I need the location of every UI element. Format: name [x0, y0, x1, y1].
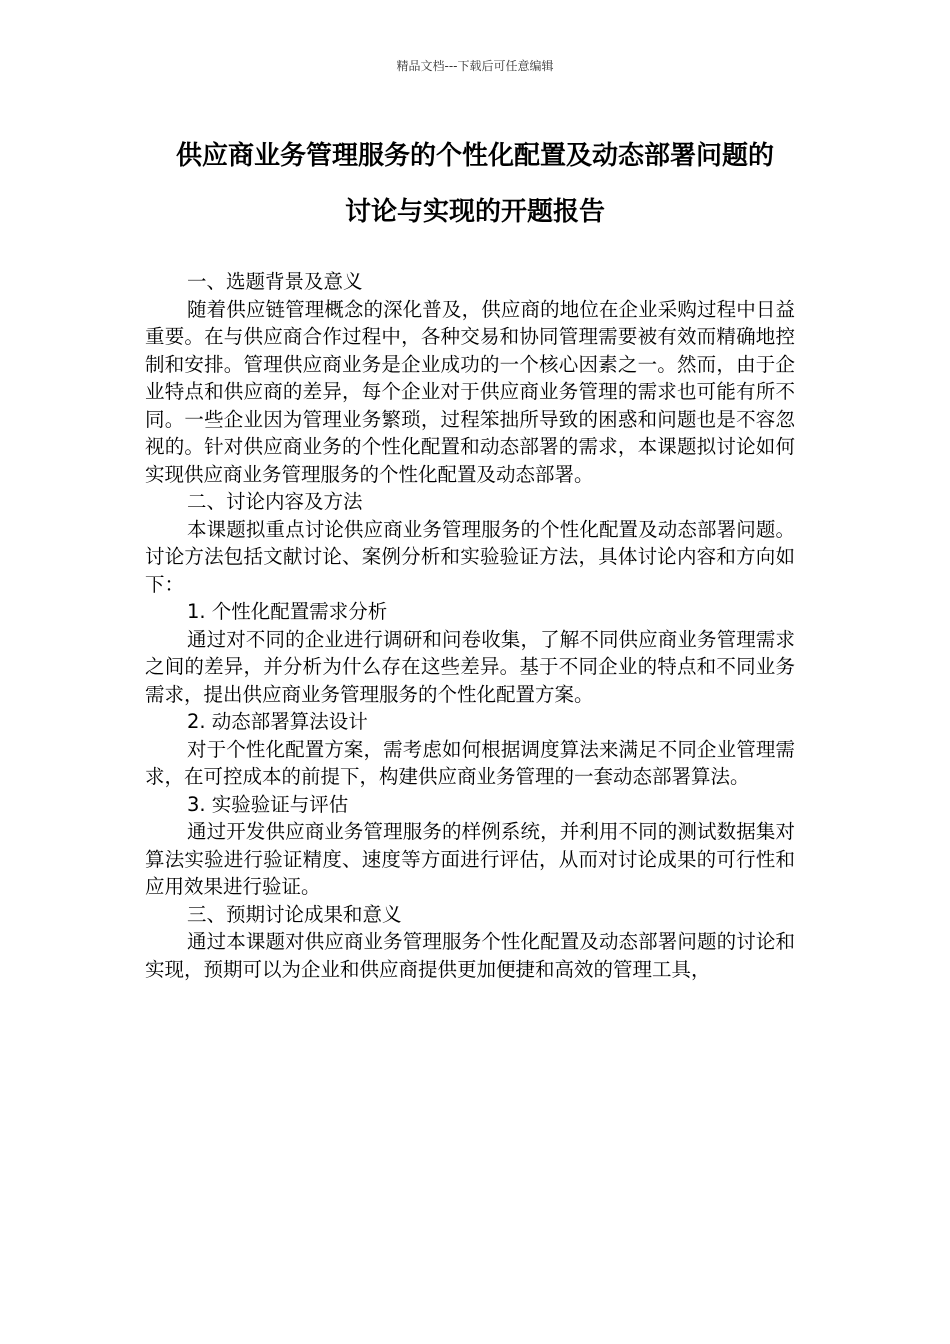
document-body: [145, 268, 795, 983]
section-heading-background: 一、选题背景及意义: [187, 270, 363, 293]
section-heading-content-method: 二、讨论内容及方法: [187, 490, 363, 513]
subsection-heading-evaluation: 3. 实验验证与评估: [187, 792, 349, 816]
section-heading-expected-results: 三、预期讨论成果和意义: [187, 902, 402, 926]
subsection-paragraph-algorithm: 对于个性化配置方案，需考虑如何根据调度算法来满足不同企业管理需求，在可控成本的前提下，构建供应商业务管理的一套动态部署算法。: [145, 737, 795, 788]
header-note: 精品文档---下载后可任意编辑: [396, 59, 554, 73]
subsection-heading-requirements: 1. 个性化配置需求分析: [187, 600, 388, 623]
document-title-line-2: 讨论与实现的开题报告: [344, 197, 605, 227]
subsection-paragraph-evaluation: 通过开发供应商业务管理服务的样例系统，并利用不同的测试数据集对算法实验进行验证精度、速度等方面进行评估，从而对讨论成果的可行性和应用效果进行验证。: [145, 820, 795, 898]
document-title-line-1: 供应商业务管理服务的个性化配置及动态部署问题的: [175, 141, 774, 171]
section-paragraph-expected-results: 通过本课题对供应商业务管理服务个性化配置及动态部署问题的讨论和实现，预期可以为企业和供应商提供更加便捷和高效的管理工具，: [145, 930, 795, 981]
subsection-paragraph-requirements: 通过对不同的企业进行调研和问卷收集，了解不同供应商业务管理需求之间的差异，并分析为什么存在这些差异。基于不同企业的特点和不同业务需求，提出供应商业务管理服务的个性化配置方案。: [145, 627, 795, 706]
section-paragraph-content-method: 本课题拟重点讨论供应商业务管理服务的个性化配置及动态部署问题。讨论方法包括文献讨论、案例分析和实验验证方法，具体讨论内容和方向如下：: [145, 517, 795, 596]
section-paragraph-background: 随着供应链管理概念的深化普及，供应商的地位在企业采购过程中日益重要。在与供应商合作过程中，各种交易和协同管理需要被有效而精确地控制和安排。管理供应商业务是企业成功的一个核心因素之一。然而，由于企业特点和供应商的差异，每个企业对于供应商业务管理的需求也可能有所不同。一些企业因为管理业务繁琐，过程笨拙所导致的困惑和问题也是不容忽视的。针对供应商业务的个性化配置和动态部署的需求，本课题拟讨论如何实现供应商业务管理服务的个性化配置及动态部署。: [145, 297, 795, 486]
subsection-heading-algorithm: 2. 动态部署算法设计: [187, 710, 368, 733]
